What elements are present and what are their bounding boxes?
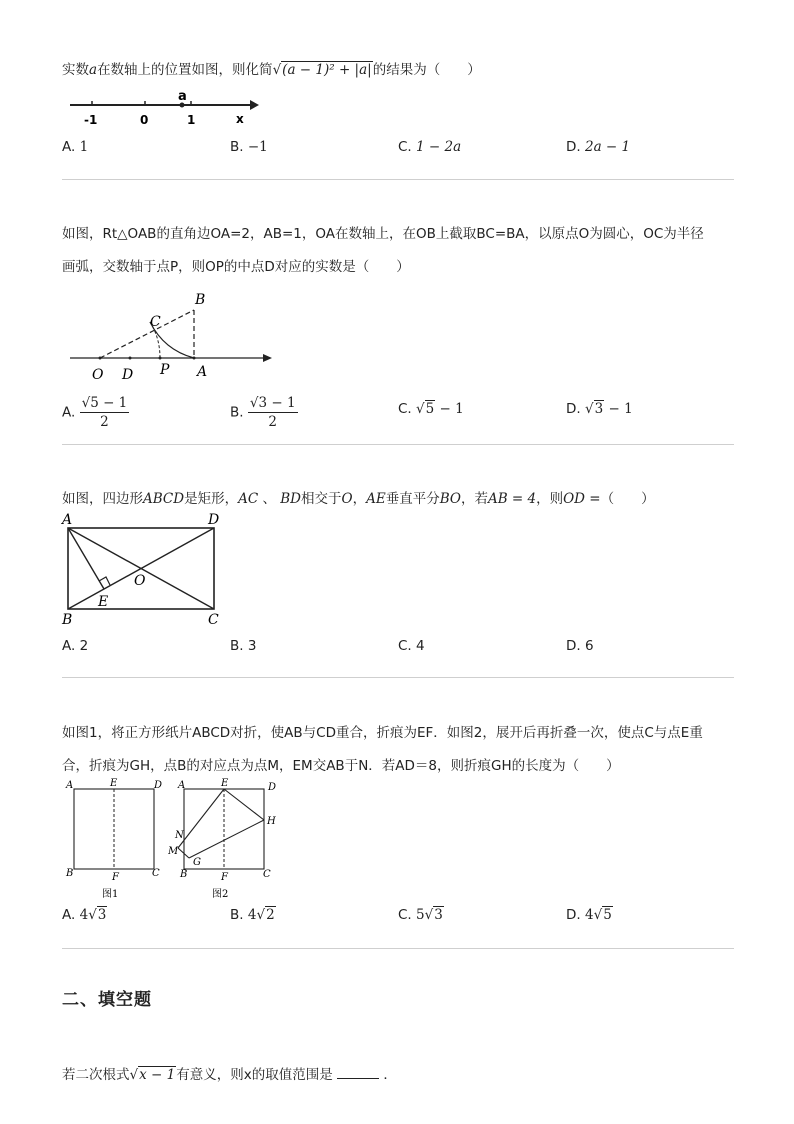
q5-answer-blank[interactable] xyxy=(337,1066,379,1079)
option-coef: 4 xyxy=(247,907,257,923)
option-coef: 5 xyxy=(416,907,425,923)
q2-point-p xyxy=(159,357,162,360)
q4f2-label-n: N xyxy=(175,830,184,841)
q4f2-label-m: M xyxy=(168,846,179,857)
q5-stem-text: 若二次根式 xyxy=(62,1067,130,1083)
option-radicand: 2 xyxy=(266,907,275,923)
option-radicand: 5 xyxy=(603,907,612,923)
option-coef: 4 xyxy=(584,907,594,923)
option-sqrt: √2 xyxy=(256,907,275,923)
q3-rectangle-figure xyxy=(58,508,230,630)
q4f2-segment-em xyxy=(178,789,224,848)
q2-stem-line1: 如图，Rt△OAB的直角边OA=2，AB=1，OA在数轴上，在OB上截取BC=BA，以原点O为圆心，OC为半径 xyxy=(62,226,704,242)
q3-math: O xyxy=(341,491,353,507)
option-sqrt: √5 xyxy=(416,401,435,417)
option-letter: A. xyxy=(62,139,76,155)
q4f2-segment-eh xyxy=(224,789,264,820)
option-sqrt: √3 xyxy=(584,401,604,417)
q2-stem-line2: 画弧，交数轴于点P，则OP的中点D对应的实数是（ ） xyxy=(62,259,410,275)
q1-stem xyxy=(62,58,481,78)
q3-math: OD = xyxy=(563,491,601,507)
q3-option-a[interactable] xyxy=(62,638,88,654)
fraction-numerator: √3 − 1 xyxy=(249,395,296,411)
q4-option-b[interactable] xyxy=(230,907,276,923)
q3-stem-text: 相交于 xyxy=(301,491,342,507)
option-coef: 4 xyxy=(79,907,89,923)
q1-radicand: (a − 1)² + |a| xyxy=(282,62,372,78)
q3-segment-ae xyxy=(68,528,104,589)
divider xyxy=(62,179,734,180)
q2-label-c: C xyxy=(150,314,161,330)
q1-stem-b: 在数轴上的位置如图，则化简 xyxy=(97,62,273,78)
q4f1-label-b: B xyxy=(66,868,74,879)
option-text: 4 xyxy=(416,638,425,654)
q1-option-c[interactable] xyxy=(398,139,461,155)
option-text: 1 − 2a xyxy=(416,139,462,155)
q3-label-b: B xyxy=(62,612,73,628)
q3-stem-text: 、 xyxy=(258,491,281,507)
q3-math: ABCD xyxy=(143,491,185,507)
q3-stem xyxy=(62,487,655,507)
q1-axis-label: x xyxy=(236,112,244,126)
q5-sqrt: √x − 1 xyxy=(129,1067,176,1083)
q4f2-label-h: H xyxy=(267,816,276,827)
q1-point-label: a xyxy=(178,89,187,104)
q2-option-c[interactable] xyxy=(398,401,464,417)
q3-stem-text: 是矩形， xyxy=(184,491,239,507)
option-letter: C. xyxy=(398,907,412,923)
option-rest: − 1 xyxy=(435,401,464,417)
q3-label-d: D xyxy=(208,512,220,528)
q3-stem-text: ，则 xyxy=(536,491,564,507)
q3-math: AE xyxy=(366,491,386,507)
option-radicand: 3 xyxy=(594,401,604,417)
q3-math: AC xyxy=(238,491,259,507)
q3-option-b[interactable] xyxy=(230,638,256,654)
option-letter: B. xyxy=(230,139,244,155)
option-sqrt: √3 xyxy=(424,907,443,923)
option-radicand: 3 xyxy=(97,907,107,923)
q1-option-d[interactable] xyxy=(566,139,630,155)
q2-option-b[interactable] xyxy=(230,395,298,430)
option-letter: B. xyxy=(230,638,244,654)
q3-label-a: A xyxy=(62,512,73,528)
q2-point-o xyxy=(99,357,102,360)
q3-stem-text: ，若 xyxy=(460,491,488,507)
option-sqrt: √3 xyxy=(88,907,107,923)
option-fraction xyxy=(248,395,298,430)
q3-stem-text: 如图，四边形 xyxy=(62,491,143,507)
q1-option-a[interactable] xyxy=(62,139,88,155)
option-letter: A. xyxy=(62,907,76,923)
q4f2-crease-gh xyxy=(189,820,264,858)
q3-option-c[interactable] xyxy=(398,638,425,654)
q4f1-label-e: E xyxy=(110,778,118,789)
q3-math: BD xyxy=(280,491,302,507)
q1-number-line-figure xyxy=(62,88,262,128)
option-rest: − 1 xyxy=(604,401,633,417)
q4f1-caption: 图1 xyxy=(102,889,119,900)
option-letter: D. xyxy=(566,907,581,923)
q4f2-label-f: F xyxy=(221,872,228,883)
q4-stem-line1: 如图1，将正方形纸片ABCD对折，使AB与CD重合，折痕为EF．如图2，展开后再折叠一次，使点C与点E重 xyxy=(62,725,703,741)
q3-stem-text: ， xyxy=(352,491,367,507)
q1-stem-c: 的结果为（ ） xyxy=(372,62,481,78)
q5-stem-text: 有意义，则x的取值范围是 xyxy=(176,1067,333,1083)
q4-option-d[interactable] xyxy=(566,907,613,923)
q2-option-a[interactable] xyxy=(62,395,129,430)
q3-label-e: E xyxy=(98,594,109,610)
q1-option-b[interactable] xyxy=(230,139,268,155)
option-letter: D. xyxy=(566,139,581,155)
option-text: 1 xyxy=(79,139,89,155)
q4f2-label-c: C xyxy=(263,869,271,880)
q2-label-d: D xyxy=(122,367,134,383)
q4f2-label-d: D xyxy=(268,782,277,793)
q4-option-a[interactable] xyxy=(62,907,107,923)
q4f2-label-e: E xyxy=(221,778,229,789)
q4-option-c[interactable] xyxy=(398,907,444,923)
divider xyxy=(62,948,734,949)
q4f1-label-a: A xyxy=(66,780,74,791)
fraction-denominator: 2 xyxy=(100,414,109,430)
option-text: 6 xyxy=(584,638,594,654)
q1-stem-a: 实数 xyxy=(62,62,89,78)
q1-tick-label-0: 0 xyxy=(140,113,149,127)
q5-stem xyxy=(62,1063,397,1083)
q2-axis-arrow xyxy=(263,354,272,362)
option-letter: B. xyxy=(230,404,244,421)
option-letter: B. xyxy=(230,907,244,923)
option-letter: A. xyxy=(62,638,76,654)
q3-math: AB = 4 xyxy=(487,491,537,507)
option-text: 2 xyxy=(79,638,89,654)
q2-segment-ob xyxy=(100,310,194,358)
option-letter: D. xyxy=(566,638,581,654)
q4f2-label-b: B xyxy=(180,869,188,880)
q4f2-caption: 图2 xyxy=(212,889,229,900)
q3-label-c: C xyxy=(208,612,219,628)
q3-math: BO xyxy=(439,491,461,507)
q4-figure1 xyxy=(62,776,172,902)
option-text: −1 xyxy=(247,139,268,155)
q2-point-d xyxy=(129,357,132,360)
q4f1-label-d: D xyxy=(154,780,163,791)
q2-option-d[interactable] xyxy=(566,401,633,417)
q4f1-label-f: F xyxy=(112,872,119,883)
option-text: 2a − 1 xyxy=(584,139,631,155)
q1-var-a: a xyxy=(89,62,98,78)
q4-stem-line2: 合，折痕为GH，点B的对应点为点M，EM交AB于N．若AD＝8，则折痕GH的长度为（ ） xyxy=(62,758,620,774)
divider xyxy=(62,677,734,678)
section-title: 二、填空题 xyxy=(62,990,152,1010)
fraction-numerator: √5 − 1 xyxy=(81,395,128,411)
q3-stem-text: （ ） xyxy=(600,491,655,507)
option-letter: C. xyxy=(398,638,412,654)
option-radicand: 5 xyxy=(425,401,435,417)
q3-option-d[interactable] xyxy=(566,638,594,654)
q2-point-a xyxy=(193,357,196,360)
option-fraction xyxy=(80,395,130,430)
q2-label-b: B xyxy=(195,292,206,308)
option-letter: A. xyxy=(62,404,76,421)
q2-label-a: A xyxy=(197,364,208,380)
option-text: 3 xyxy=(247,638,257,654)
q4f2-label-a: A xyxy=(178,780,186,791)
q3-stem-text: 垂直平分 xyxy=(385,491,440,507)
q5-stem-text: ． xyxy=(383,1067,397,1083)
q1-tick-label-neg1: -1 xyxy=(84,113,98,127)
option-letter: D. xyxy=(566,401,581,417)
q4f2-label-g: G xyxy=(193,857,201,868)
q1-sqrt: √(a − 1)² + |a| xyxy=(272,62,372,78)
q3-label-o: O xyxy=(134,573,146,589)
fraction-denominator: 2 xyxy=(268,414,277,430)
option-letter: C. xyxy=(398,139,412,155)
option-letter: C. xyxy=(398,401,412,417)
q1-tick-label-1: 1 xyxy=(187,113,196,127)
option-sqrt: √5 xyxy=(593,907,612,923)
q2-figure xyxy=(62,288,282,384)
q2-label-o: O xyxy=(92,367,104,383)
divider xyxy=(62,444,734,445)
q4f1-label-c: C xyxy=(152,868,160,879)
q4-figure2 xyxy=(168,776,286,902)
q5-radicand: x − 1 xyxy=(139,1067,176,1083)
q1-axis-arrow xyxy=(250,100,259,110)
option-radicand: 3 xyxy=(434,907,443,923)
q2-label-p: P xyxy=(160,362,170,378)
